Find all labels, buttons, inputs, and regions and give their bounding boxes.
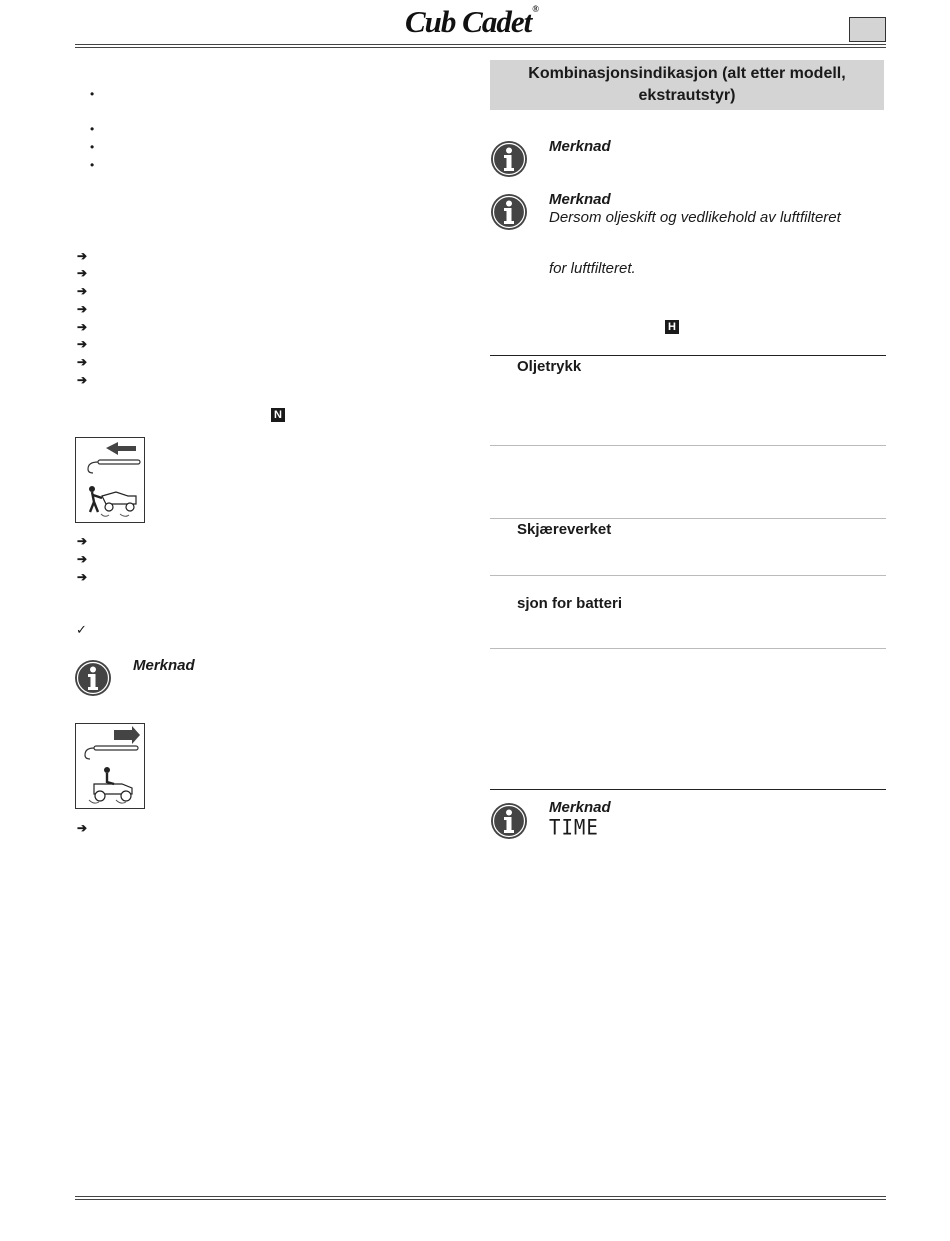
- section-batteri: sjon for batteri: [517, 595, 623, 612]
- table-row-divider: [490, 518, 886, 519]
- checkmark: ✓: [76, 622, 87, 637]
- badge-h: H: [665, 320, 679, 334]
- info-icon: [490, 193, 528, 231]
- note2-line1: Dersom oljeskift og vedlikehold av luftfilteret: [549, 209, 841, 226]
- arrow-a8: ➔: [77, 373, 88, 387]
- bullet-1: •: [90, 87, 95, 101]
- table-row-divider: [490, 648, 886, 649]
- note2-line2: for luftfilteret.: [549, 260, 636, 277]
- logo-registered-mark: ®: [532, 4, 538, 14]
- drive-mode-pictogram: [75, 723, 145, 809]
- table-rule-top: [490, 355, 886, 356]
- info-icon: [74, 659, 112, 697]
- bullet-2: •: [90, 122, 95, 136]
- header-rule-top: [75, 44, 886, 45]
- note2-title: Merknad: [549, 191, 611, 208]
- arrow-a3: ➔: [77, 284, 88, 298]
- table-rule-bottom: [490, 789, 886, 790]
- section-oljetrykk: Oljetrykk: [517, 358, 582, 375]
- push-mode-pictogram: [75, 437, 145, 523]
- note1-title: Merknad: [549, 138, 611, 155]
- table-row-divider: [490, 575, 886, 576]
- left-note-title: Merknad: [133, 657, 195, 674]
- arrow-b2: ➔: [77, 552, 88, 566]
- arrow-a6: ➔: [77, 337, 88, 351]
- arrow-a5: ➔: [77, 320, 88, 334]
- section-skjaereverket: Skjæreverket: [517, 521, 612, 538]
- arrow-b3: ➔: [77, 570, 88, 584]
- badge-n: N: [271, 408, 285, 422]
- arrow-a1: ➔: [77, 249, 88, 263]
- info-icon: [490, 802, 528, 840]
- table-row-divider: [490, 445, 886, 446]
- cub-cadet-logo: [405, 4, 538, 40]
- arrow-c1: ➔: [77, 821, 88, 835]
- section-heading: Kombinasjonsindikasjon (alt etter modell, ekstrautstyr): [490, 60, 884, 110]
- note3-title: Merknad: [549, 799, 611, 816]
- footer-rule-bottom: [75, 1199, 886, 1200]
- arrow-a7: ➔: [77, 355, 88, 369]
- arrow-a2: ➔: [77, 266, 88, 280]
- footer-rule-top: [75, 1196, 886, 1197]
- bullet-3: •: [90, 140, 95, 154]
- header-rule-bottom: [75, 47, 886, 48]
- bullet-4: •: [90, 158, 95, 172]
- info-icon: [490, 140, 528, 178]
- arrow-a4: ➔: [77, 302, 88, 316]
- arrow-b1: ➔: [77, 534, 88, 548]
- lcd-time-display: TIME: [549, 816, 599, 841]
- page-number-box: [849, 17, 886, 42]
- push-mode-illustration: [76, 438, 144, 522]
- logo-text: Cub Cadet: [405, 4, 532, 39]
- drive-mode-illustration: [76, 724, 144, 808]
